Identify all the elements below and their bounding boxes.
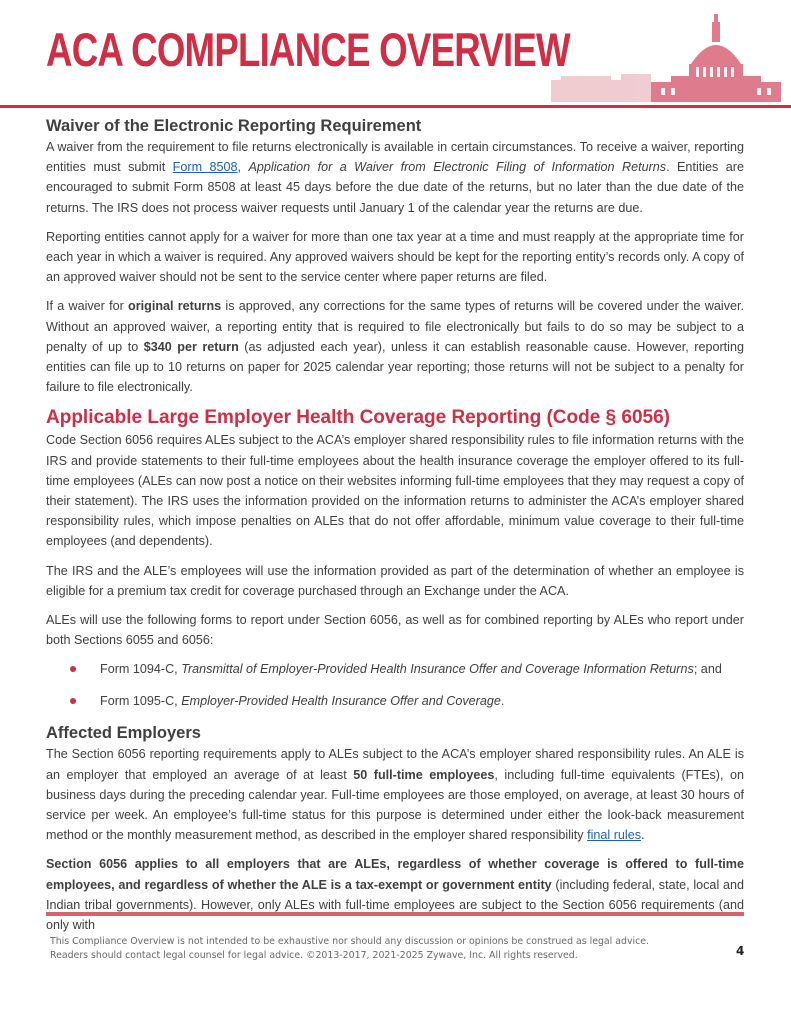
final-rules-link[interactable]: final rules xyxy=(587,828,642,843)
text: , including full-time equivalents (FTEs), on business days during the preceding calendar year. Full-time employees are those employed, on average, at least 30 hours of service per week. An employee’s full-time status for this purpose is determined under either the look-back measurement method or the monthly measurement method, as described in the employer shared responsibility xyxy=(46,767,744,843)
text: , xyxy=(237,160,249,175)
text: Form 1095-C, xyxy=(100,694,182,709)
text: . xyxy=(641,828,645,843)
waiver-paragraph-1 xyxy=(46,137,744,218)
list-item xyxy=(70,659,744,679)
text: (including federal, state, local and Indian tribal governments). However, only ALEs with full-time employees are subject to the Section 6056 requirements (and only with xyxy=(46,877,744,933)
bullet-icon xyxy=(70,666,76,672)
reporting-paragraph-2: The IRS and the ALE’s employees will use the information provided as part of the determination of whether an employee is eligible for a premium tax credit for coverage purchased through an Exchange under the ACA. xyxy=(46,563,744,598)
section-heading-waiver: Waiver of the Electronic Reporting Requirement xyxy=(46,117,422,135)
document-body xyxy=(46,116,744,944)
footer-divider xyxy=(46,912,744,916)
text: . Entities are encouraged to submit Form 8508 at least 45 days before the due date of the returns, but no later than the due date of the returns. The IRS does not process waiver requests until January 1 of the calendar year the returns are due. xyxy=(46,160,744,215)
text: is approved, any corrections for the same types of returns will be covered under the waiver. Without an approved waiver, a reporting entity that is required to file electronically but fails to do so may be subject to a penalty of up to xyxy=(46,299,744,354)
list-item xyxy=(70,691,744,711)
form-title-italic: Transmittal of Employer-Provided Health Insurance Offer and Coverage Information Returns xyxy=(181,662,694,677)
reporting-paragraph-1: Code Section 6056 requires ALEs subject to the ACA’s employer shared responsibility rules to file information returns with the IRS and provide statements to their full-time employees about the health insurance coverage the employer offered to its full-time employees (ALEs can now post a notice on their websites informing full-time employees that they may request a copy of their statement). The IRS uses the information provided on the information returns to administer the ACA’s employer shared responsibility rules, which impose penalties on ALEs that do not offer affordable, minimum value coverage to their full-time employees (and dependents). xyxy=(46,433,744,549)
document-title: ACA COMPLIANCE OVERVIEW xyxy=(46,23,570,76)
bold-text: original returns xyxy=(128,299,222,314)
text: If a waiver for xyxy=(46,299,129,314)
text: . xyxy=(500,694,505,709)
bullet-icon xyxy=(70,698,76,704)
form-8508-link[interactable]: Form 8508 xyxy=(172,160,238,175)
waiver-paragraph-2: Reporting entities cannot apply for a waiver for more than one tax year at a time and must reapply at the appropriate time for each year in which a waiver is required. Any approved waivers should be kept for the reporting entity’s records only. A copy of an approved waiver should not be sent to the service center where paper returns are filed. xyxy=(46,229,744,285)
text: Form 1094-C, xyxy=(100,662,182,677)
text: The Section 6056 reporting requirements apply to ALEs subject to the ACA’s employer shared responsibility rules. An ALE is an employer that employed an average of at least xyxy=(46,747,744,782)
waiver-paragraph-3 xyxy=(46,296,744,397)
bold-text: 50 full-time employees xyxy=(353,767,495,782)
reporting-paragraph-3: ALEs will use the following forms to report under Section 6056, as well as for combined reporting by ALEs who report under both Sections 6055 and 6056: xyxy=(46,613,744,648)
header-divider xyxy=(0,105,791,108)
text: A waiver from the requirement to file returns electronically is available in certain circumstances. To receive a waiver, reporting entities must submit xyxy=(46,140,744,175)
affected-paragraph-1 xyxy=(46,744,744,845)
text: (as adjusted each year), unless it can establish reasonable cause. However, reporting entities can file up to 10 returns on paper for 2025 calendar year reporting; those returns will not be subject to a penalty for failure to file electronically. xyxy=(46,339,744,395)
footer-disclaimer: This Compliance Overview is not intended to be exhaustive nor should any discussion or opinions be construed as legal advice. Readers should contact legal counsel for legal advice. ©2013-2017, 2021-2025 Zywave, Inc. All rights reserved. xyxy=(50,936,650,961)
form-title-italic: Application for a Waiver from Electronic Filing of Information Returns xyxy=(248,160,667,175)
capitol-building-icon xyxy=(551,12,781,104)
form-title-italic: Employer-Provided Health Insurance Offer and Coverage xyxy=(181,694,501,709)
text: ; and xyxy=(693,662,722,677)
affected-paragraph-2 xyxy=(46,854,744,935)
page-header xyxy=(0,0,791,110)
forms-list xyxy=(46,659,744,711)
section-heading-reporting: Applicable Large Employer Health Coverage Reporting (Code § 6056) xyxy=(46,407,670,429)
section-heading-affected: Affected Employers xyxy=(46,724,201,743)
bold-text: Section 6056 applies to all employers that are ALEs, regardless of whether coverage is offered to full-time employees, and regardless of whether the ALE is a tax-exempt or government entity xyxy=(46,857,744,892)
page-number: 4 xyxy=(736,944,745,958)
bold-text: $340 per return xyxy=(143,339,239,354)
